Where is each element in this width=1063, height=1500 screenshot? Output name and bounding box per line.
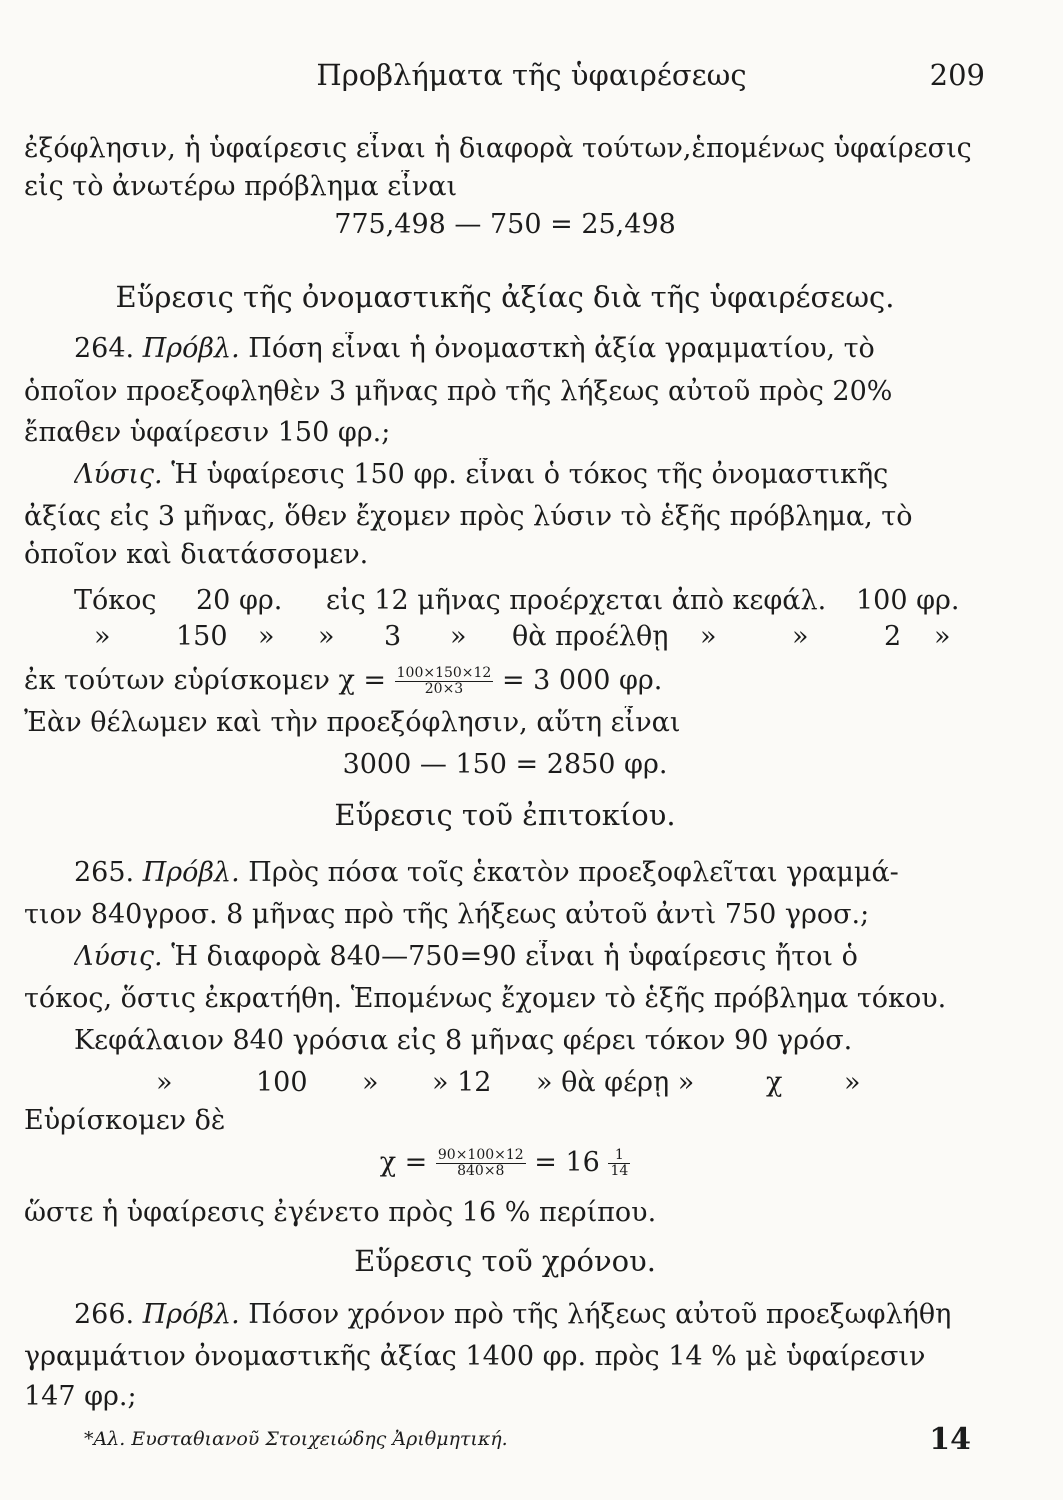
solution-265-line-2: τόκος, ὅστις ἐκρατήθη. Ἑπομένως ἔχομεν τὸ ἑξῆς πρόβλημα τόκου. [24, 983, 947, 1014]
problem-label: Πρόβλ. [142, 1299, 240, 1330]
mixed-fraction [608, 1148, 630, 1179]
fraction-numerator: 90×100×12 [437, 1147, 524, 1163]
discount-equation: 3000 — 150 = 2850 φρ. [342, 749, 668, 780]
footer-citation: *Αλ. Ευσταθιανοῦ Στοιχειώδης Ἀριθμητική. [84, 1428, 508, 1450]
rule-264-b-1: » [94, 621, 111, 652]
rule-265-a: Κεφάλαιον 840 γρόσια εἰς 8 μῆνας φέρει τόκον 90 γρόσ. [74, 1025, 853, 1056]
section-heading-time: Εὕρεσις τοῦ χρόνου. [354, 1244, 656, 1278]
intro-line-1: ἐξόφλησιν, ἡ ὑφαίρεσις εἶναι ἡ διαφορὰ τούτων,ἑπομένως ὑφαίρεσις [24, 133, 972, 164]
solution-label: Λύσις. [74, 459, 163, 490]
problem-266-line-2: γραμμάτιον ὀνομαστικῆς ἀξίας 1400 φρ. πρὸς 14 % μὲ ὑφαίρεσιν [24, 1341, 926, 1372]
solution-264-line-3: ὁποῖον καὶ διατάσσομεν. [24, 539, 369, 570]
intro-line-2: εἰς τὸ ἀνωτέρω πρόβλημα εἶναι [24, 171, 458, 202]
rule-265-b-2: 100 [256, 1067, 308, 1098]
find-line: Εὑρίσκομεν δὲ [24, 1105, 226, 1136]
discount-line: Ἐὰν θέλωμεν καὶ τὴν προεξόφλησιν, αὕτη εἶναι [24, 707, 681, 738]
rule-264-b-8: » [700, 621, 717, 652]
problem-266-line-1 [74, 1298, 986, 1332]
result-fraction [436, 1148, 526, 1179]
signature-mark: 14 [929, 1422, 971, 1457]
conclusion-265: ὥστε ἡ ὑφαίρεσις ἐγένετο πρὸς 16 % περίπου. [24, 1197, 657, 1228]
problem-265-line-1 [74, 856, 986, 890]
rule-265-b-1: » [156, 1067, 173, 1098]
rule-264-a-1: Τόκος [74, 585, 157, 616]
rule-264-b-5: 3 [384, 621, 402, 652]
solution-264-line-2: ἀξίας εἰς 3 μῆνας, ὅθεν ἔχομεν πρὸς λύσιν τὸ ἑξῆς πρόβλημα, τὸ [24, 501, 913, 532]
problem-266-line-3: 147 φρ.; [24, 1381, 137, 1412]
rule-264-b-7: θὰ προέλθῃ [512, 621, 669, 652]
result-fraction [395, 666, 494, 697]
eq-suffix: = 16 [534, 1147, 600, 1178]
intro-equation: 775,498 — 750 = 25,498 [334, 209, 676, 240]
rule-265-b-4: » 12 [432, 1067, 492, 1098]
section-heading-rate: Εὕρεσις τοῦ ἐπιτοκίου. [334, 798, 676, 832]
solution-label: Λύσις. [74, 941, 163, 972]
problem-264-line-2: ὁποῖον προεξοφληθὲν 3 μῆνας πρὸ τῆς λήξεως αὐτοῦ πρὸς 20% [24, 376, 893, 407]
rule-264-b-3: » [258, 621, 275, 652]
rule-264-b-4: » [318, 621, 335, 652]
result-prefix: ἐκ τούτων εὑρίσκομεν χ = [24, 665, 387, 696]
solution-text: Ἡ διαφορὰ 840—750=90 εἶναι ἡ ὑφαίρεσις ἤτοι ὁ [171, 941, 858, 972]
problem-text: Πρὸς πόσα τοῖς ἑκατὸν προεξοφλεῖται γραμμά- [248, 857, 899, 888]
problem-text: Πόση εἶναι ἡ ὀνομαστκὴ ἀξία γραμματίου, τὸ [248, 333, 875, 364]
problem-label: Πρόβλ. [142, 857, 240, 888]
eq-prefix: χ = [379, 1147, 428, 1178]
section-heading-nominal: Εὕρεσις τῆς ὀνομαστικῆς ἀξίας διὰ τῆς ὑφαιρέσεως. [115, 280, 895, 314]
problem-text: Πόσον χρόνον πρὸ τῆς λήξεως αὐτοῦ προεξωφλήθη [248, 1299, 952, 1330]
problem-265-line-2: τιον 840γροσ. 8 μῆνας πρὸ τῆς λήξεως αὐτοῦ ἀντὶ 750 γροσ.; [24, 899, 870, 930]
rule-264-b-6: » [450, 621, 467, 652]
result-suffix: = 3 000 φρ. [501, 665, 663, 696]
rule-264-b-9: » [792, 621, 809, 652]
problem-264-line-3: ἔπαθεν ὑφαίρεσιν 150 φρ.; [24, 417, 391, 448]
result-265 [24, 1146, 986, 1180]
rule-264-b-2: 150 [176, 621, 228, 652]
rule-264-b-11: » [934, 621, 951, 652]
problem-label: Πρόβλ. [142, 333, 240, 364]
problem-number: 266. [74, 1299, 135, 1330]
rule-264-a-3: εἰς 12 μῆνας προέρχεται ἀπὸ κεφάλ. [326, 585, 827, 616]
rule-265-b-6: χ [766, 1067, 783, 1098]
rule-265-b-7: » [844, 1067, 861, 1098]
fraction-numerator: 100×150×12 [396, 665, 492, 681]
problem-number: 265. [74, 857, 135, 888]
problem-number: 264. [74, 333, 135, 364]
rule-265-b-3: » [362, 1067, 379, 1098]
solution-265-line-1 [74, 940, 986, 974]
problem-264-line-1 [74, 332, 986, 366]
solution-text: Ἡ ὑφαίρεσις 150 φρ. εἶναι ὁ τόκος τῆς ὀνομαστικῆς [171, 459, 889, 490]
running-head: Προβλήματα τῆς ὑφαιρέσεως [316, 58, 747, 92]
rule-264-a-2: 20 φρ. [196, 585, 283, 616]
page-number: 209 [929, 58, 985, 92]
rule-264-b-10: 2 [884, 621, 902, 652]
fraction-denominator: 840×8 [457, 1163, 505, 1179]
result-264 [24, 664, 986, 698]
rule-264-a-4: 100 φρ. [856, 585, 960, 616]
mixed-denominator: 14 [610, 1163, 629, 1179]
solution-264-line-1 [74, 458, 986, 492]
rule-265-b-5: » θὰ φέρῃ » [536, 1067, 695, 1098]
mixed-numerator: 1 [608, 1148, 630, 1164]
fraction-denominator: 20×3 [424, 681, 464, 697]
